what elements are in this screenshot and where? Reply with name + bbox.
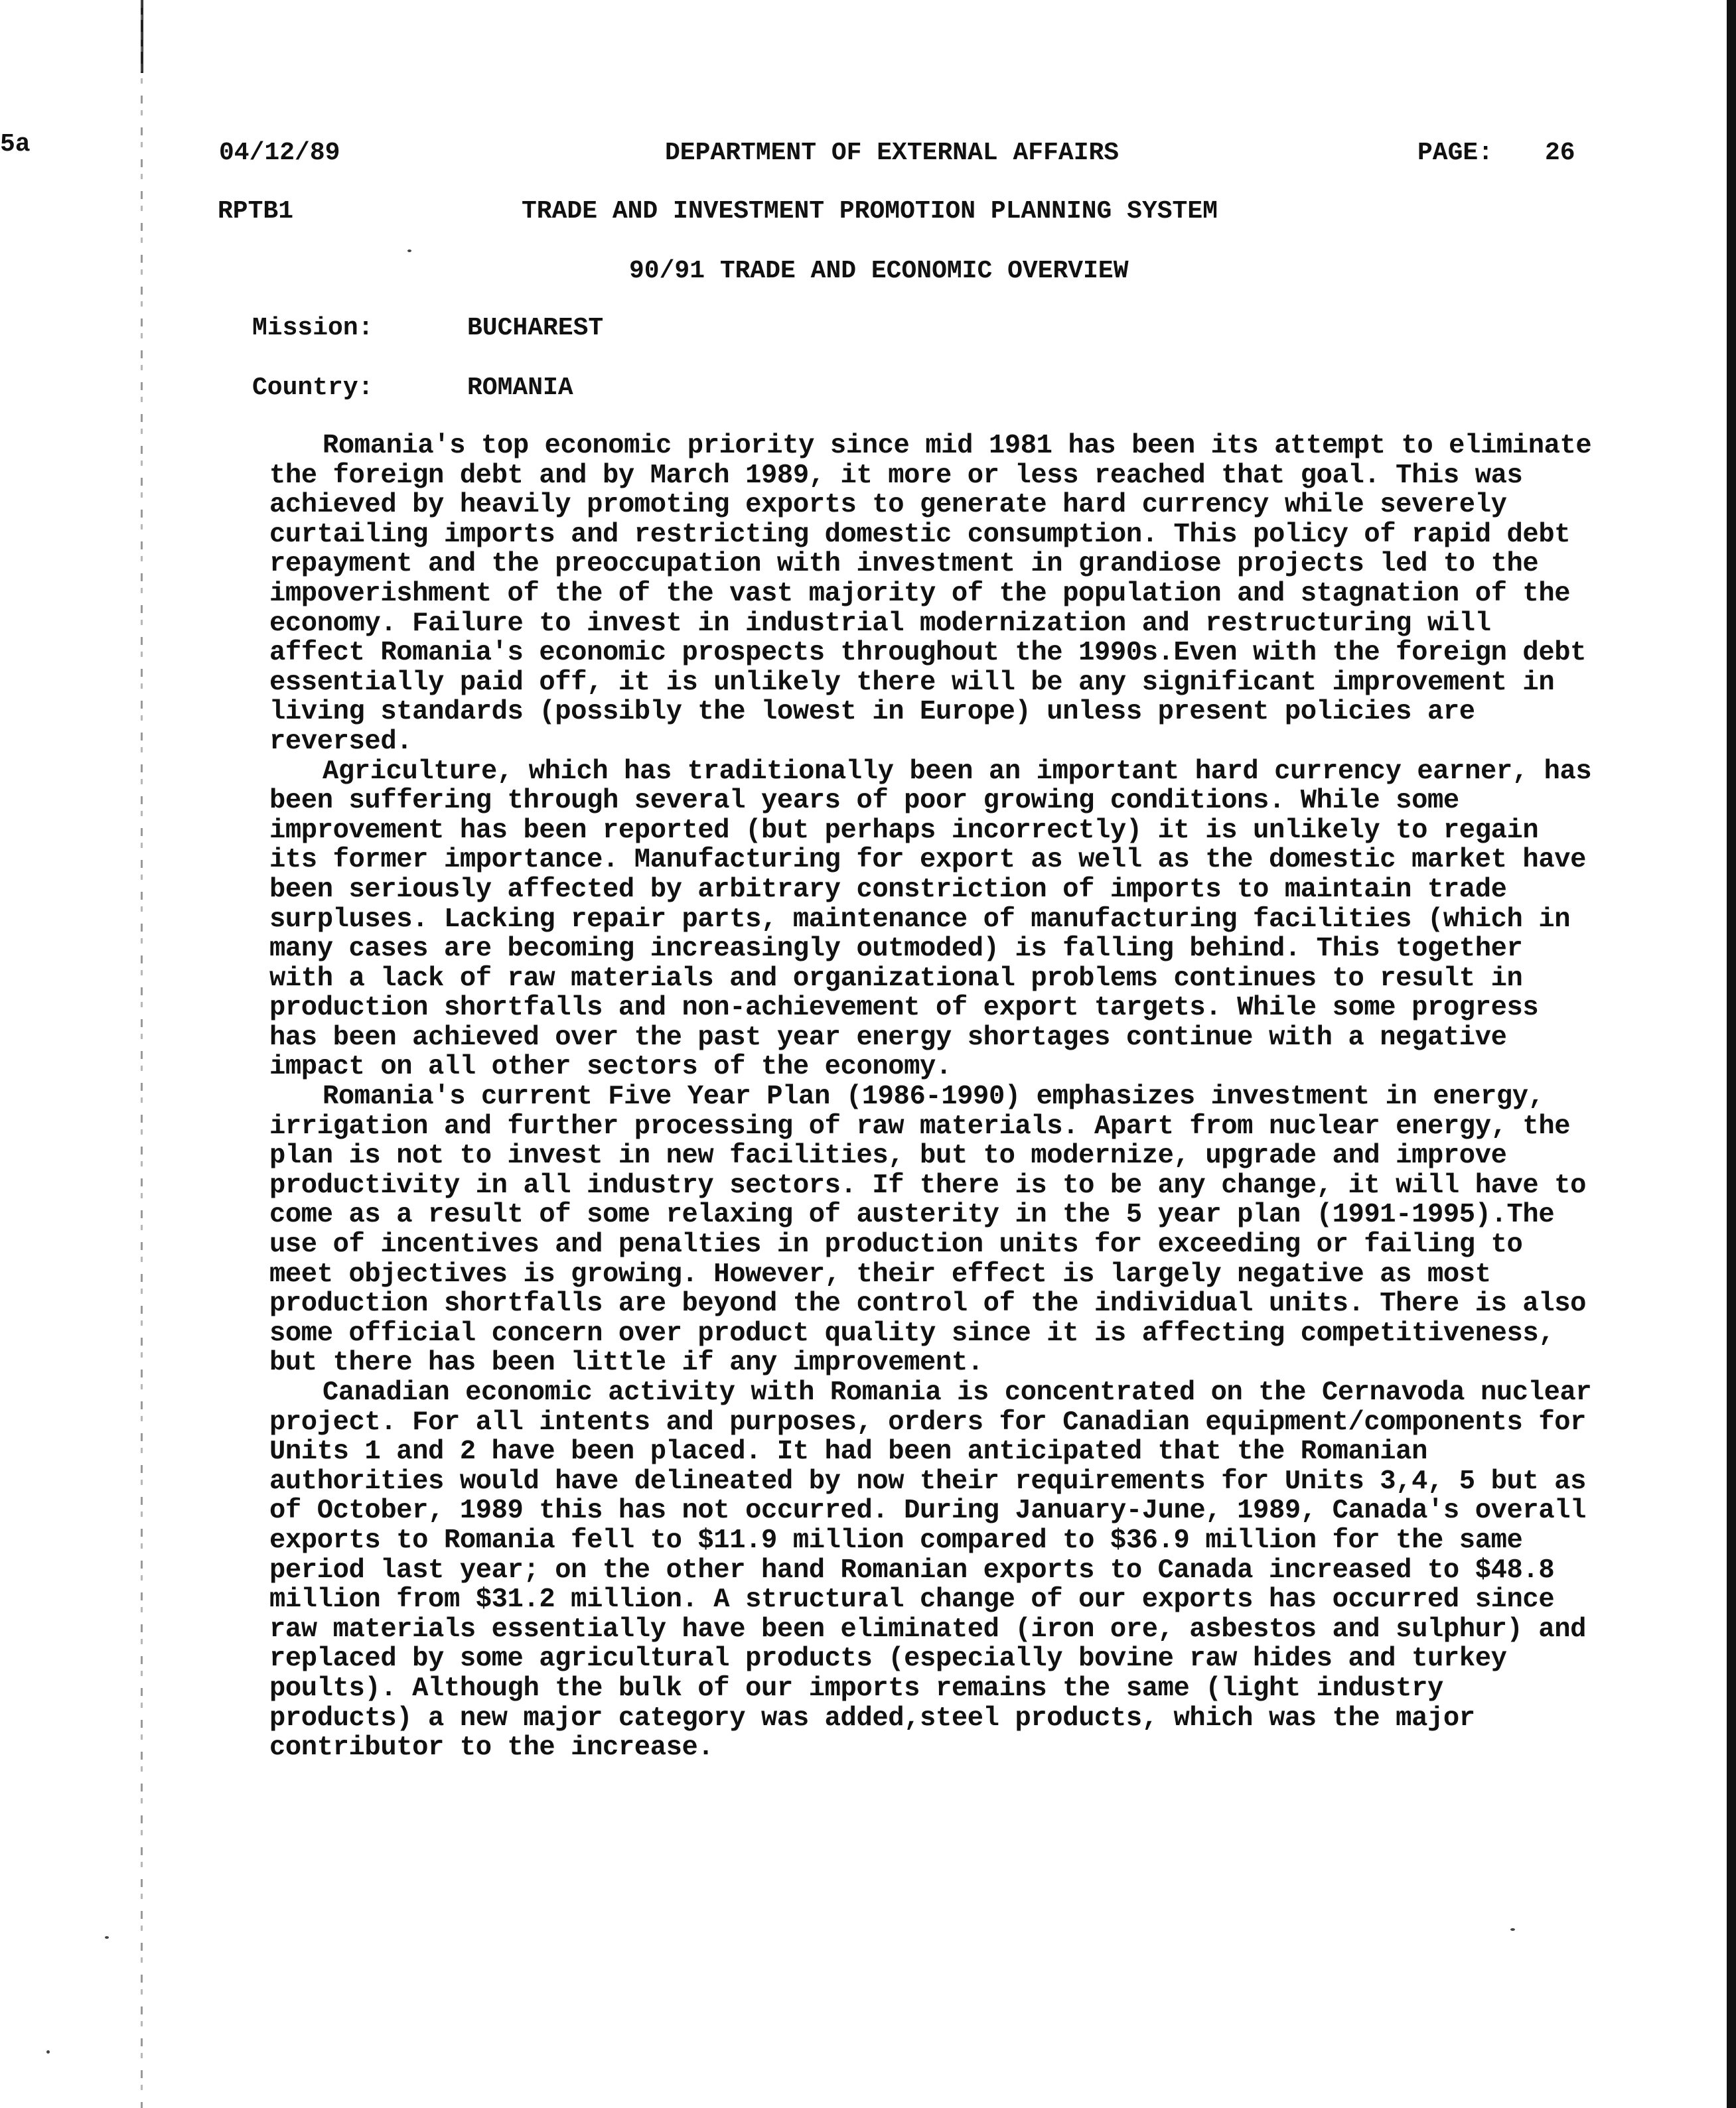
department-title: DEPARTMENT OF EXTERNAL AFFAIRS xyxy=(665,139,1120,167)
scan-speck xyxy=(105,1936,109,1939)
page-label: PAGE: xyxy=(1417,139,1494,167)
scan-speck xyxy=(407,249,411,252)
margin-note: 5a xyxy=(0,130,31,159)
overview-title: 90/91 TRADE AND ECONOMIC OVERVIEW xyxy=(629,257,1129,285)
body-text xyxy=(269,431,1597,1763)
scan-page-edge xyxy=(1727,0,1736,2108)
country-label: Country: xyxy=(252,374,374,402)
paragraph-debt: Romania's top economic priority since mid 1981 has been its attempt to eliminate the foreign debt and by March 1989, it more or less reached that goal. This was achieved by heavily promoting exports to generate hard currency while severely curtailing imports and restricting domestic consumption. This policy of rapid debt repayment and the preoccupation with investment in grandiose projects led to the impoverishment of the of the vast majority of the population and stagnation of the economy. Failure to invest in industrial modernization and restructuring will affect Romania's economic prospects throughout the 1990s.Even with the foreign debt essentially paid off, it is unlikely there will be any significant improvement in living standards (possibly the lowest in Europe) unless present policies are reversed. xyxy=(269,431,1592,757)
paragraph-agriculture: Agriculture, which has traditionally been an important hard currency earner, has been suffering through several years of poor growing conditions. While some improvement has been reported (but perhaps incorrectly) it is unlikely to regain its former importance. Manufacturing for export as well as the domestic market have been seriously affected by arbitrary constriction of imports to maintain trade surpluses. Lacking repair parts, maintenance of manufacturing facilities (which in many cases are becoming increasingly outmoded) is falling behind. This together with a lack of raw materials and organizational problems continues to result in production shortfalls and non-achievement of export targets. While some progress has been achieved over the past year energy shortages continue with a negative impact on all other sectors of the economy. xyxy=(269,756,1592,1083)
scan-fold-line xyxy=(141,0,143,2108)
report-code: RPTB1 xyxy=(218,197,294,226)
scan-speck xyxy=(1510,1928,1515,1931)
report-date: 04/12/89 xyxy=(219,139,340,167)
scan-speck xyxy=(46,2050,50,2054)
page-number: 26 xyxy=(1545,139,1575,167)
mission-label: Mission: xyxy=(252,314,374,342)
system-title: TRADE AND INVESTMENT PROMOTION PLANNING SYSTEM xyxy=(522,197,1218,226)
mission-value: BUCHAREST xyxy=(467,314,604,342)
paragraph-canadian-activity: Canadian economic activity with Romania is concentrated on the Cernavoda nuclear project. For all intents and purposes, orders for Canadian equipment/components for Units 1 and 2 have been placed. It had been anticipated that the Romanian authorities would have delineated by now their requirements for Units 3,4, 5 but as of October, 1989 this has not occurred. During January-June, 1989, Canada's overall exports to Romania fell to $11.9 million compared to $36.9 million for the same period last year; on the other hand Romanian exports to Canada increased to $48.8 million from $31.2 million. A structural change of our exports has occurred since raw materials essentially have been eliminated (iron ore, asbestos and sulphur) and replaced by some agricultural products (especially bovine raw hides and turkey poults). Although the bulk of our imports remains the same (light industry products) a new major category was added,steel products, which was the major contributor to the increase. xyxy=(269,1377,1592,1764)
country-value: ROMANIA xyxy=(467,374,573,402)
paragraph-five-year-plan: Romania's current Five Year Plan (1986-1990) emphasizes investment in energy, irrigation and further processing of raw materials. Apart from nuclear energy, the plan is not to invest in new facilities, but to modernize, upgrade and improve productivity in all industry sectors. If there is to be any change, it will have to come as a result of some relaxing of austerity in the 5 year plan (1991-1995).The use of incentives and penalties in production units for exceeding or failing to meet objectives is growing. However, their effect is largely negative as most production shortfalls are beyond the control of the individual units. There is also some official concern over product quality since it is affecting competitiveness, but there has been little if any improvement. xyxy=(269,1082,1587,1379)
